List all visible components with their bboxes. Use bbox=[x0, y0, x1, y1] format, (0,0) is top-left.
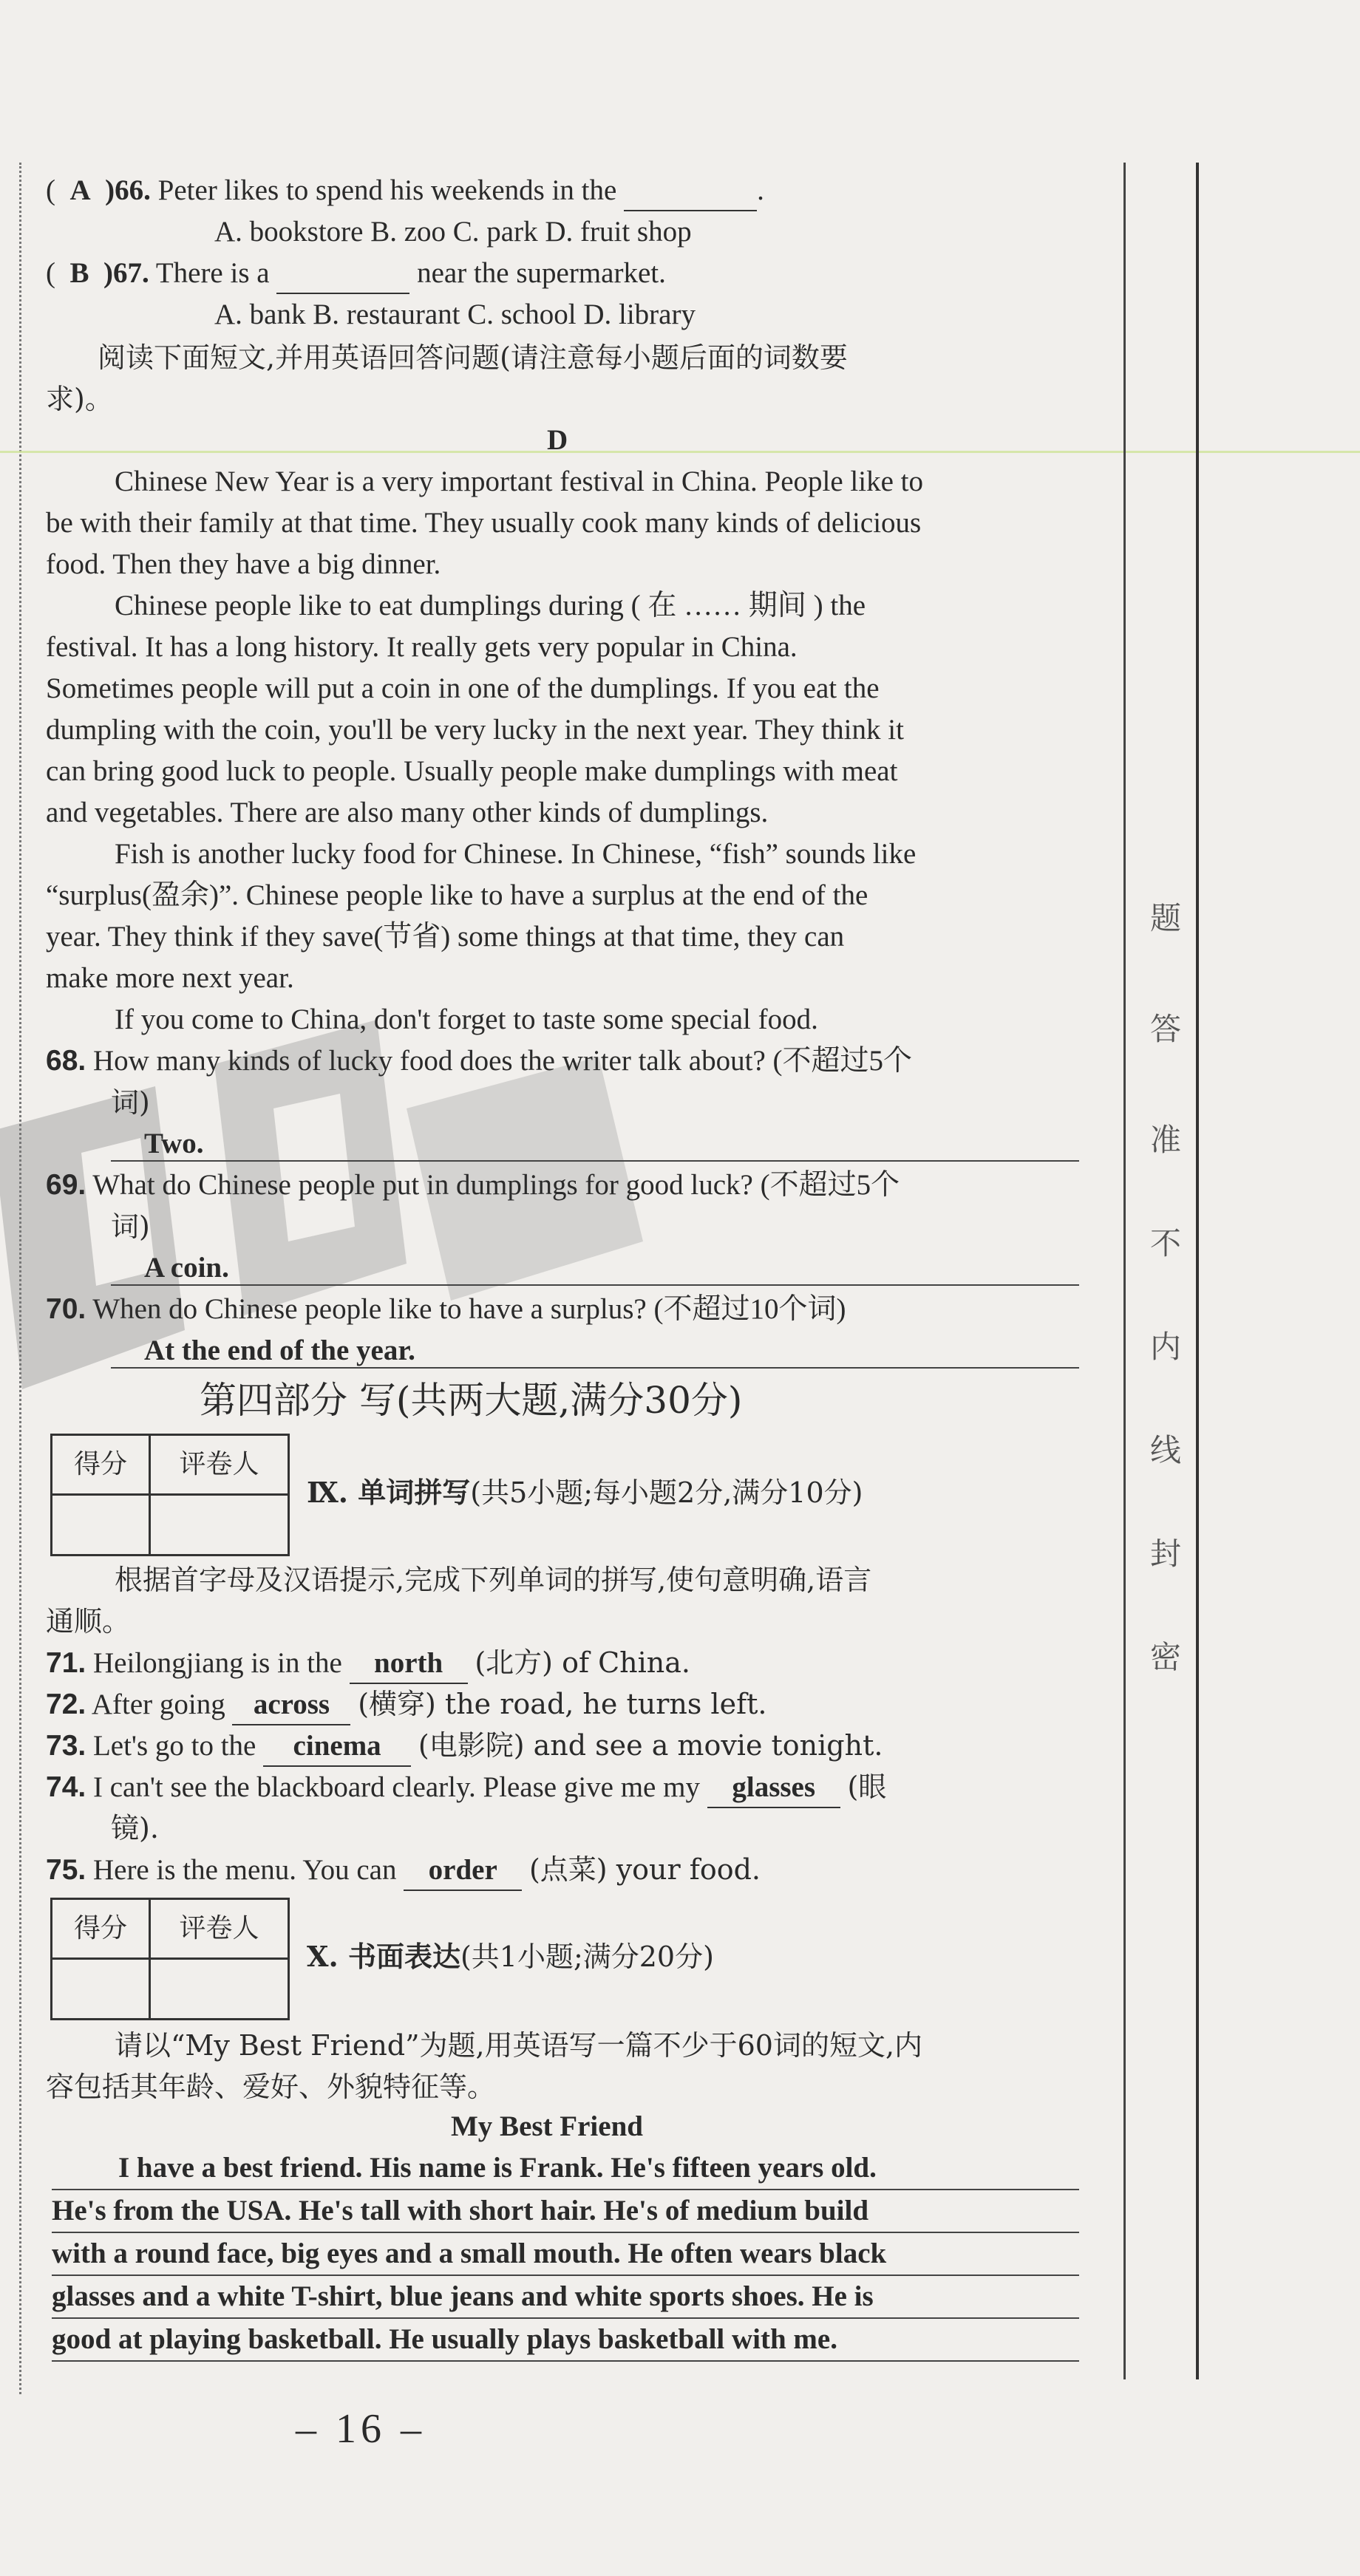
question-text: After going bbox=[91, 1689, 233, 1720]
q66-options: A. bookstore B. zoo C. park D. fruit shop bbox=[214, 216, 692, 248]
answer-70[interactable]: At the end of the year. bbox=[144, 1335, 415, 1366]
score-table bbox=[50, 1898, 290, 2020]
question-number: 69. bbox=[46, 1169, 86, 1201]
passage-line: and vegetables. There are also many other kinds of dumplings. bbox=[46, 797, 769, 828]
question-text-cont: 词) bbox=[111, 1210, 150, 1243]
grader-label: 评卷人 bbox=[151, 1900, 288, 1960]
question-number: 70. bbox=[46, 1293, 86, 1325]
grader-label: 评卷人 bbox=[151, 1436, 288, 1496]
question-text-2: near the supermarket. bbox=[417, 257, 666, 289]
margin-rule-inner bbox=[1123, 163, 1126, 2379]
essay-line: I have a best friend. His name is Frank. He's fifteen years old. bbox=[52, 2147, 1079, 2190]
section-title: Ⅸ. 单词拼写 bbox=[307, 1476, 471, 1509]
question-text: What do Chinese people put in dumplings for good luck? (不超过5个 bbox=[92, 1169, 900, 1201]
spelling-blank[interactable] bbox=[707, 1768, 840, 1808]
side-char: 准 bbox=[1150, 1122, 1182, 1158]
spelling-blank[interactable] bbox=[232, 1686, 350, 1725]
answer-blank[interactable] bbox=[276, 254, 409, 294]
answer-letter: B bbox=[69, 257, 89, 289]
passage-line: Chinese people like to eat dumplings during ( 在 …… 期间 ) the bbox=[115, 590, 866, 621]
spelling-blank[interactable] bbox=[404, 1851, 522, 1891]
score-table bbox=[50, 1434, 290, 1556]
question-66: ( A )66. Peter likes to spend his weekends in the . bbox=[46, 171, 764, 211]
section-10-heading bbox=[307, 1938, 714, 1977]
score-label: 得分 bbox=[52, 1900, 151, 1960]
question-text-post: (点菜) your food. bbox=[528, 1853, 761, 1886]
question-number: 72. bbox=[46, 1689, 86, 1720]
q67-options: A. bank B. restaurant C. school D. library bbox=[214, 299, 696, 330]
question-text-cont: 镜). bbox=[111, 1812, 159, 1844]
question-69 bbox=[46, 1166, 900, 1204]
essay-line: with a round face, big eyes and a small mouth. He often wears black bbox=[52, 2233, 1079, 2276]
question-number: )67. bbox=[103, 257, 149, 289]
writing-instructions: 请以“My Best Friend”为题,用英语写一篇不少于60词的短文,内 bbox=[115, 2029, 923, 2062]
question-text: I can't see the blackboard clearly. Please give me my bbox=[92, 1771, 707, 1803]
section-note: (共5小题;每小题2分,满分10分) bbox=[470, 1476, 863, 1509]
question-68 bbox=[46, 1042, 912, 1080]
spelling-answer: north bbox=[374, 1647, 443, 1679]
passage-line: food. Then they have a big dinner. bbox=[46, 548, 441, 580]
section-9-heading bbox=[307, 1473, 863, 1513]
question-text: How many kinds of lucky food does the writer talk about? (不超过5个 bbox=[92, 1045, 913, 1077]
question-text: Heilongjiang is in the bbox=[92, 1647, 350, 1679]
question-70 bbox=[46, 1290, 846, 1329]
answer-line bbox=[111, 1284, 1079, 1286]
question-text: There is a bbox=[155, 257, 270, 289]
question-text-post: (北方) of China. bbox=[475, 1646, 691, 1679]
reading-instructions-cont: 求)。 bbox=[46, 383, 113, 415]
question-number: 73. bbox=[46, 1730, 86, 1762]
essay-line: He's from the USA. He's tall with short hair. He's of medium build bbox=[52, 2190, 1079, 2233]
side-char: 答 bbox=[1150, 1011, 1182, 1047]
passage-line: “surplus(盈余)”. Chinese people like to have a surplus at the end of the bbox=[46, 879, 868, 911]
side-char: 封 bbox=[1150, 1536, 1182, 1572]
question-67: ( B )67. There is a near the supermarket. bbox=[46, 254, 666, 294]
question-73 bbox=[46, 1726, 883, 1767]
passage-line: dumpling with the coin, you'll be very lucky in the next year. They think it bbox=[46, 714, 904, 746]
reading-instructions: 阅读下面短文,并用英语回答问题(请注意每小题后面的词数要 bbox=[98, 341, 848, 374]
part-4-heading: 第四部分 写(共两大题,满分30分) bbox=[200, 1379, 743, 1422]
question-71 bbox=[46, 1643, 690, 1684]
question-text: When do Chinese people like to have a surplus? (不超过10个词) bbox=[92, 1293, 846, 1325]
answer-line bbox=[111, 1367, 1079, 1369]
spelling-answer: order bbox=[428, 1854, 497, 1886]
question-number: 68. bbox=[46, 1045, 86, 1077]
passage-line: Chinese New Year is a very important festival in China. People like to bbox=[115, 466, 923, 497]
passage-line: festival. It has a long history. It really gets very popular in China. bbox=[46, 631, 798, 663]
question-number: 75. bbox=[46, 1854, 86, 1886]
spelling-answer: across bbox=[253, 1689, 330, 1720]
spelling-blank[interactable] bbox=[350, 1644, 468, 1684]
spelling-instructions-cont: 通顺。 bbox=[46, 1605, 131, 1638]
side-char: 密 bbox=[1150, 1639, 1182, 1675]
question-text: Peter likes to spend his weekends in the bbox=[157, 174, 617, 206]
answer-blank[interactable] bbox=[624, 171, 757, 211]
spelling-answer: cinema bbox=[293, 1730, 381, 1762]
section-title: Ⅹ. 书面表达 bbox=[307, 1940, 460, 1973]
passage-line: be with their family at that time. They usually cook many kinds of delicious bbox=[46, 507, 922, 539]
spelling-blank[interactable] bbox=[263, 1727, 411, 1767]
essay-answer[interactable] bbox=[52, 2147, 1079, 2362]
answer-line bbox=[111, 1160, 1079, 1162]
passage-line: can bring good luck to people. Usually people make dumplings with meat bbox=[46, 755, 898, 787]
passage-line: Fish is another lucky food for Chinese. In Chinese, “fish” sounds like bbox=[115, 838, 917, 870]
side-char: 不 bbox=[1150, 1225, 1182, 1261]
passage-line: Sometimes people will put a coin in one of the dumplings. If you eat the bbox=[46, 672, 880, 704]
question-number: 74. bbox=[46, 1771, 86, 1803]
question-text-cont: 词) bbox=[111, 1086, 150, 1119]
margin-rule-outer bbox=[1196, 163, 1199, 2379]
section-note: (共1小题;满分20分) bbox=[460, 1940, 714, 1973]
essay-title: My Best Friend bbox=[451, 2110, 643, 2142]
question-text-post: (横穿) the road, he turns left. bbox=[358, 1688, 767, 1720]
writing-instructions-cont: 容包括其年龄、爱好、外貌特征等。 bbox=[46, 2071, 496, 2103]
score-label: 得分 bbox=[52, 1436, 151, 1496]
side-char: 内 bbox=[1150, 1329, 1182, 1365]
essay-line: glasses and a white T-shirt, blue jeans and white sports shoes. He is bbox=[52, 2276, 1079, 2319]
answer-69[interactable]: A coin. bbox=[144, 1252, 229, 1284]
question-text: Let's go to the bbox=[92, 1730, 264, 1762]
question-75 bbox=[46, 1850, 761, 1891]
side-char: 线 bbox=[1150, 1432, 1182, 1468]
spelling-answer: glasses bbox=[732, 1771, 816, 1803]
question-74 bbox=[46, 1768, 886, 1808]
answer-letter: A bbox=[69, 174, 91, 206]
side-char: 题 bbox=[1150, 900, 1182, 936]
page-number: – 16 – bbox=[296, 2406, 426, 2452]
question-number: )66. bbox=[105, 174, 151, 206]
question-text: Here is the menu. You can bbox=[92, 1854, 404, 1886]
question-number: 71. bbox=[46, 1647, 86, 1679]
passage-line: make more next year. bbox=[46, 962, 294, 994]
answer-68[interactable]: Two. bbox=[144, 1128, 204, 1159]
passage-title: D bbox=[547, 424, 568, 456]
passage-line: year. They think if they save(节省) some things at that time, they can bbox=[46, 921, 845, 953]
question-text-post: (眼 bbox=[847, 1771, 887, 1803]
question-72 bbox=[46, 1685, 767, 1725]
essay-line: good at playing basketball. He usually plays basketball with me. bbox=[52, 2319, 1079, 2362]
spelling-instructions: 根据首字母及汉语提示,完成下列单词的拼写,使句意明确,语言 bbox=[115, 1564, 872, 1596]
passage-line: If you come to China, don't forget to taste some special food. bbox=[115, 1004, 818, 1035]
scan-artifact-line bbox=[0, 451, 1360, 453]
question-text-post: (电影院) and see a movie tonight. bbox=[418, 1729, 883, 1762]
